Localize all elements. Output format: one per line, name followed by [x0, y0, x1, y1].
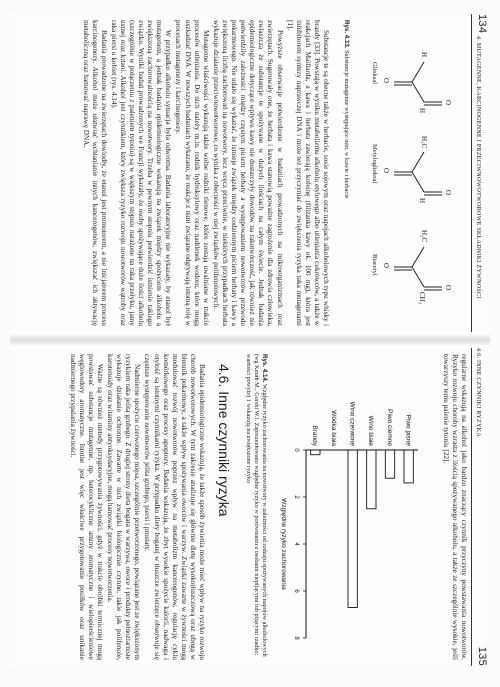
left-body-text: [79, 20, 330, 326]
left-figure-caption: [342, 20, 350, 326]
paragraph: regularne wskazują na alkohol jako bardzo znaczący czynnik przyczyny powstawania nowotworów. Ryzyko rozwoju choroby wzrasta z ilością spożywanego alkoholu, a także ze szczególnie wysokie, jeśli towarzyszy temu palenie tytoniu [22].: [441, 354, 468, 660]
right-running-head: [471, 348, 488, 666]
chart-bar: [311, 450, 320, 455]
chart-bar: [404, 450, 413, 483]
risk-bar-chart: [274, 388, 424, 648]
svg-text:H: H: [420, 52, 428, 58]
chart-category-label: Piwo ciemne: [385, 409, 393, 446]
svg-text:O: O: [444, 285, 452, 291]
right-figure-text: Względne ryzyko zachorowania na nowotwory w zależności od rodzaju spożywanych napojów alkoholowych (wg Knuth M., Gorski W.). Zaprezentowano względne ryzyko w porównaniu z osobami niepijącymi lub pijącymi rzadko; wartości powyżej 1 wskazują na zwiększone ryzyko: [245, 354, 268, 657]
svg-text:O: O: [444, 100, 452, 106]
chart-x-axis-label: Względne ryzyko zachorowania: [280, 498, 287, 590]
paragraph: Powyższe obserwacje potwierdzone w badaniach prowadzonych na mikroorganizmach oraz zwierzętach. Sugerowały one, że herbata i kawa stanowią poważne zagrożenie dla zdrowia człowieka, zwłaszcza że substancje te spożywane w dużych ilościach na całym świecie. Jednak badania epidemiologiczne dotyczące wpływu kawy nie dostarczyły dowodów na rakotwórczość, jak również nie potwierdziły zależności między częstym piciem herbaty a występowaniem nowotworów przewodu pokarmowego. Nie udało się wykazać, że istnieje związek między codziennym piciem herbaty i kawy a zwiększoną liczbą zachorowań na nowotwory, lecz wręcz przeciwnie, w niektórych przypadkach herbata wykazuje działanie przeciwnowotworowe, co wynika z obecności w niej związków polifenolowych.: [211, 20, 284, 326]
section-heading: 4.6. Inne czynniki ryzyka: [216, 364, 232, 517]
chart-svg: [274, 388, 424, 648]
right-figure-caption: [244, 354, 268, 660]
molecule-figure: [354, 32, 464, 322]
chart-category-label: Wódka biała: [329, 410, 337, 446]
left-running-head: [471, 14, 488, 332]
left-running-title: 4. MUTAGENNE, KARCINOGENNE I PRZECIWNOWOTWOROWE SKŁADNIKI ŻYWNOŚCI: [475, 36, 481, 299]
right-running-title: 4.6. INNE CZYNNIKI RYZYKA: [475, 348, 481, 437]
paragraph: Nadmierne spożycie czerwonego mięsa, szczególnie przetworzonego, powiązane jest ze zwiększonym ryzykiem raka jelita grubego. Z drugiej strony dieta bogata w warzywa, owoce i produkty pełnoziarniste wykazuje działanie ochronne. Zawarte w nich związki biologicznie czynne, takie jak polifenole, karotenoidy oraz witaminy antyoksydacyjne, mogą hamować procesy nowotworzenia.: [106, 354, 142, 660]
paragraph: Ważne są również metody przygotowywania żywności, gdyż w trakcie obróbki termicznej mogą powstawać substancje mutagenne, np. heterocykliczne aminy aromatyczne i wielopierścieniowe węglowodory aromatyczne. Istotne jest więc właściwe przygotowanie posiłków oraz unikanie nadmiernego przypalania żywności.: [68, 354, 104, 660]
svg-text:O: O: [382, 168, 390, 174]
chart-bar: [385, 450, 394, 478]
svg-text:H₃C: H₃C: [420, 230, 428, 243]
svg-text:H: H: [418, 108, 426, 114]
right-body-text: [67, 354, 206, 660]
svg-text:CH₃: CH₃: [418, 292, 426, 305]
chart-category-label: Brandy: [311, 425, 319, 446]
chart-tick-label: 2: [293, 495, 299, 499]
svg-text:O: O: [444, 190, 452, 196]
chart-category-label: Wino białe: [367, 415, 375, 446]
chart-tick-label: 4: [293, 542, 299, 546]
book-spine: [10, 335, 490, 345]
methylglyoxal-structure: [382, 136, 452, 203]
paragraph: W przypadku alkoholu sytuacja była odwrotna. Badania laboratoryjne nie wykazały, by etanol był mutagenem, a jednak badania epidemiologiczne wskazują na związek między spożyciem alkoholu a zwiększoną zachorowalnością na nowotwory. Trzeba w pewnym stopniu potwierdzić istnienie takiego związku. Wyniki badań prowadzonych we Francji wykazały, że osoby spożywające duże ilości alkoholu (szczególnie w połączeniu z paleniem tytoniu) są w większym stopniu narażone na raka przełyku, jamy ustnej oraz krtani. Alkohol jest czynnikiem, który zwiększa ryzyko rozwoju nowotworów wątroby oraz raka piersi u kobiet (rys. 4.14).: [109, 20, 173, 326]
chart-tick-label: 0: [293, 448, 299, 452]
chart-bar: [348, 450, 357, 607]
biacetyl-structure: [382, 230, 452, 305]
molecule-label: Biacetyl: [371, 254, 379, 276]
svg-text:O: O: [382, 78, 390, 84]
svg-text:H: H: [418, 198, 426, 204]
chart-category-label: Wino czerwone: [348, 401, 356, 446]
left-figure-number: Rys. 4.13.: [343, 20, 350, 49]
right-figure-number: Rys. 4.14.: [261, 354, 268, 383]
glyoxal-structure: [382, 52, 452, 113]
chart-bar: [367, 450, 376, 509]
svg-text:O: O: [382, 263, 390, 269]
paragraph: Badania prowadzone na zwierzętach dowiodły, że etanol jest promotorem, a nie inicjatorem procesu karcinogenezy. Alkohol może ułatwiać wchłanianie innych kancerogenów, zwiększać ich aktywację metaboliczną oraz hamować naprawę DNA.: [81, 20, 108, 326]
molecule-label: Glioksal: [371, 62, 379, 85]
paragraph: Badania epidemiologiczne wskazują, że także sposób żywienia może mieć wpływ na ryzyko rozwoju chorób nowotworowych. W tym zakresie analizuje się głównie dietę wysokotłuszczową oraz ubogą w błonnik pokarmowy, a także wpływ spożywania owoców i warzyw. Związki zawarte w żywności mogą modulować rozwój nowotworów poprzez wpływ na metabolizm kancerogenów, regulację cyklu komórkowego oraz procesy apoptozy. Badania wskazują, że zbyt wysokie spożycie kalorii, nadwaga i otyłość są istotnymi czynnikami ryzyka. W przypadku diety bogatej w tłuszcze zwierzęce obserwuje się częstsze występowanie nowotworów jelita grubego, piersi i prostaty.: [143, 354, 206, 660]
chart-category-label: Piwo jasne: [404, 414, 412, 446]
right-page: [10, 348, 490, 666]
right-intro-text: [440, 354, 468, 660]
left-figure-text: Substancje mutagenne występujące min. w kawie i herbacie: [343, 50, 350, 199]
chart-tick-label: 8: [293, 636, 299, 640]
molecule-label: Metyloglioksal: [371, 144, 379, 184]
chart-tick-label: 6: [293, 589, 299, 593]
paragraph: Mutagenne właściwości wykazują także wolne rodniki tlenowe, które zostają uwalniane w trakcie procesów utleniania. Do nich należy m.in. rodnik hydroksylowy oraz nadtlenek wodoru, które mogą uszkadzać DNA. W nowszych badaniach wykazano, że reakcje z nimi związane odgrywają istotną rolę w procesach mutagenezy i karcinogenezy.: [174, 20, 210, 326]
right-page-number: 135: [476, 646, 488, 666]
svg-text:H₃C: H₃C: [420, 136, 428, 149]
paragraph: Substancje te są obecne także w herbacie, sosie sojowym oraz napojach alkoholowych typu whisky i brandy [33]. Powstają w wyniku metabolizmu alkoholu etylowego albo utleniania cukrowców, a także w reakcjach Maillarda, a kawa i herbata zawierają kofeinę (filiżanka kawy ok. 100 mg), która jest inhibitorem syntezy naprawczej DNA i może też przyczyniać do zwiększenia ryzyka raka mutagenami [1].: [285, 20, 330, 326]
book-spread: [10, 10, 490, 670]
left-page-number: 134: [476, 14, 488, 34]
left-page: [10, 14, 490, 332]
